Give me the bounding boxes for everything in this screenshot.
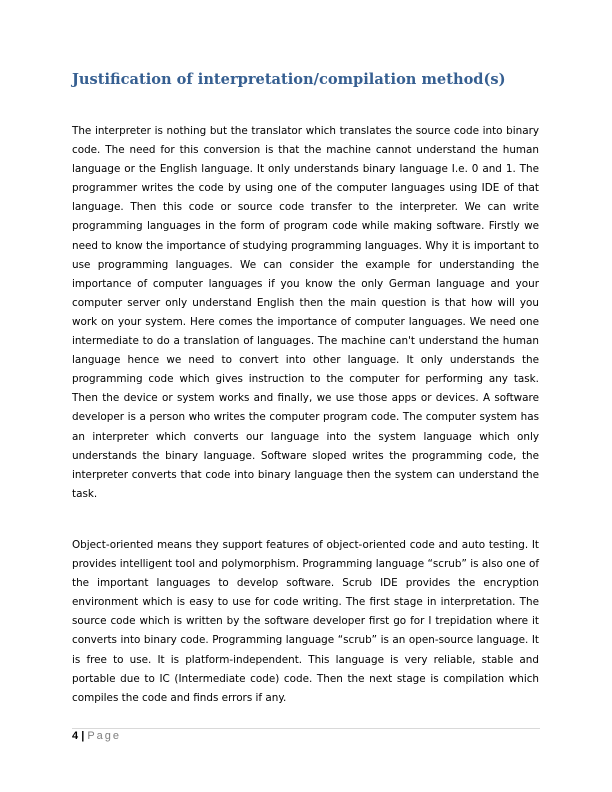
- page-footer: [72, 730, 121, 742]
- page-number: 4: [72, 730, 79, 742]
- footer-divider: [72, 728, 540, 729]
- page-label: Page: [87, 730, 122, 742]
- section-heading: Justification of interpretation/compilation method(s): [72, 71, 506, 88]
- body-paragraph-1: The interpreter is nothing but the translator which translates the source code into binary code. The need for this conversion is that the machine cannot understand the human language or the English language. It only understands binary language I.e. 0 and 1. The programmer writes the code by using one of the computer languages using IDE of that language. Then this code or source code transfer to the interpreter. We can write programming languages in the form of program code while making software. Firstly we need to know the importance of studying programming languages. Why it is important to use programming languages. We can consider the example for understanding the importance of computer languages if you know the only German language and your computer server only understand English then the main question is that how will you work on your system. Here comes the importance of computer languages. We need one intermediate to do a translation of languages. The machine can't understand the human language hence we need to convert into other language. It only understands the programming code which gives instruction to the computer for performing any task. Then the device or system works and finally, we use those apps or devices. A software developer is a person who writes the computer program code. The computer system has an interpreter which converts our language into the system language which only understands the binary language. Software sloped writes the programming code, the interpreter converts that code into binary language then the system can understand the task.: [72, 125, 539, 500]
- footer-separator: |: [81, 730, 85, 742]
- body-paragraph-2: Object-oriented means they support features of object-oriented code and auto testing. It provides intelligent tool and polymorphism. Programming language “scrub” is also one of the important languages to develop software. Scrub IDE provides the encryption environment which is easy to use for code writing. The first stage in interpretation. The source code which is written by the software developer first go for I trepidation where it converts into binary code. Programming language “scrub” is an open-source language. It is free to use. It is platform-independent. This language is very reliable, stable and portable due to IC (Intermediate code) code. Then the next stage is compilation which compiles the code and finds errors if any.: [72, 539, 539, 704]
